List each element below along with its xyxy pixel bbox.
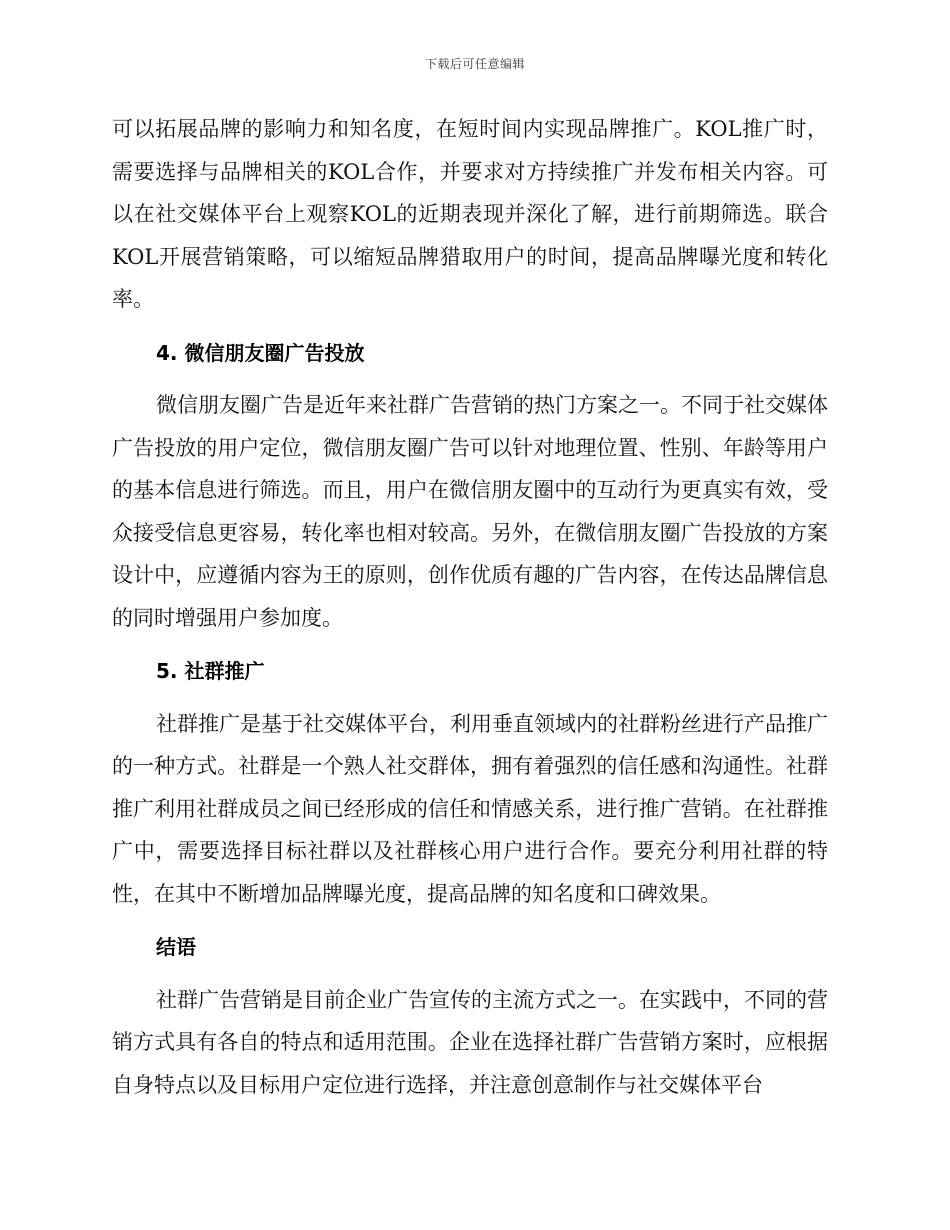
document-body — [112, 108, 828, 1106]
paragraph-kol-continued: 可以拓展品牌的影响力和知名度，在短时间内实现品牌推广。KOL推广时，需要选择与品牌相关的KOL合作，并要求对方持续推广并发布相关内容。可以在社交媒体平台上观察KOL的近期表现并深化了解，进行前期筛选。联合KOL开展营销策略，可以缩短品牌猎取用户的时间，提高品牌曝光度和转化率。 — [112, 117, 828, 311]
heading-section-4: 4. 微信朋友圈广告投放 — [156, 340, 365, 365]
paragraph-community-promotion: 社群推广是基于社交媒体平台，利用垂直领域内的社群粉丝进行产品推广的一种方式。社群是一个熟人社交群体，拥有着强烈的信任感和沟通性。社群推广利用社群成员之间已经形成的信任和情感关系，进行推广营销。在社群推广中，需要选择目标社群以及社群核心用户进行合作。要充分利用社群的特性，在其中不断增加品牌曝光度，提高品牌的知名度和口碑效果。 — [112, 711, 828, 906]
heading-section-5: 5. 社群推广 — [156, 659, 265, 683]
paragraph-conclusion: 社群广告营销是目前企业广告宣传的主流方式之一。在实践中，不同的营销方式具有各自的特点和适用范围。企业在选择社群广告营销方案时，应根据自身特点以及目标用户定位进行选择，并注意创意制作与社交媒体平台 — [112, 987, 828, 1097]
paragraph-wechat-ads: 微信朋友圈广告是近年来社群广告营销的热门方案之一。不同于社交媒体广告投放的用户定位，微信朋友圈广告可以针对地理位置、性别、年龄等用户的基本信息进行筛选。而且，用户在微信朋友圈中的互动行为更真实有效，受众接受信息更容易，转化率也相对较高。另外，在微信朋友圈广告投放的方案设计中，应遵循内容为王的原则，创作优质有趣的广告内容，在传达品牌信息的同时增强用户参加度。 — [112, 393, 828, 630]
heading-conclusion: 结语 — [156, 935, 196, 959]
page-header: 下载后可任意编辑 — [424, 57, 525, 71]
